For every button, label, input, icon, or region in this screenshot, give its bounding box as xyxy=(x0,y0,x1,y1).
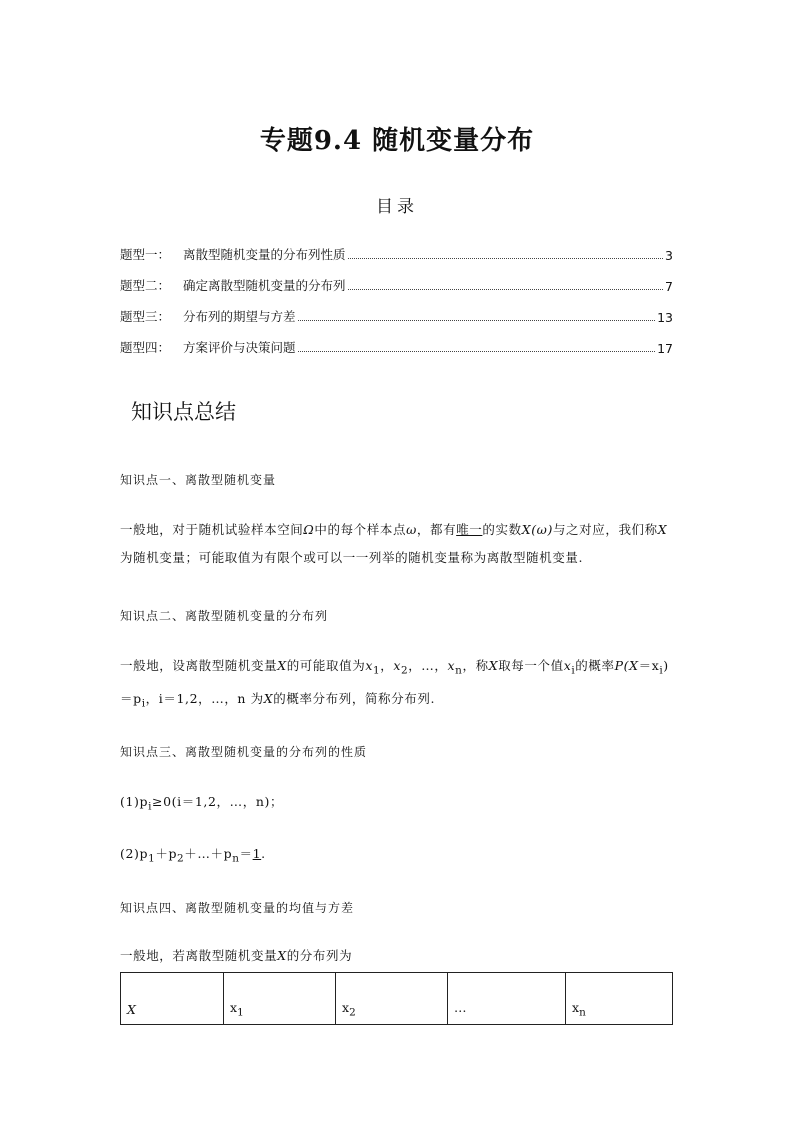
toc-item[interactable] xyxy=(120,294,673,325)
kp3-property-1: $(1)p_i\ge 0(i=1,2$，…，n)； xyxy=(120,794,284,813)
toc-item[interactable] xyxy=(120,325,673,356)
kp1-title: 知识点一、离散型随机变量 xyxy=(120,473,277,487)
toc-item-type: 题型四： xyxy=(120,340,171,355)
kp1-paragraph: 一般地，对于随机试验样本空间Ω中的每个样本点ω，都有唯一的实数X(ω)与之对应，我们称X为随机变量；可能取值为有限个或可以一一列举的随机变量称为离散型随机变量. xyxy=(120,522,668,565)
table-cell: … xyxy=(448,973,566,1025)
kp2-title: 知识点二、离散型随机变量的分布列 xyxy=(120,609,329,623)
toc-item-page: 3 xyxy=(665,248,673,263)
kp4-paragraph: 一般地，若离散型随机变量X的分布列为 xyxy=(120,948,353,963)
toc-item-text: 方案评价与决策问题 xyxy=(183,340,296,355)
toc-item[interactable] xyxy=(120,232,673,263)
page-title: 专题9.4 随机变量分布 xyxy=(259,126,535,156)
unique-underlined: 唯一 xyxy=(456,522,483,537)
toc-item-page: 17 xyxy=(657,341,673,356)
toc-heading: 目录 xyxy=(376,197,418,217)
toc-leader-dots xyxy=(298,351,656,352)
toc-item-page: 13 xyxy=(657,310,673,325)
toc-item-text: 分布列的期望与方差 xyxy=(183,309,296,324)
toc-item-text: 确定离散型随机变量的分布列 xyxy=(183,278,346,293)
toc-item[interactable] xyxy=(120,263,673,294)
kp3-property-2: $(2)p_1+p_2+\dots+p_n=1$. xyxy=(120,846,266,865)
toc-item-text: 离散型随机变量的分布列性质 xyxy=(183,247,346,262)
toc-item-type: 题型一： xyxy=(120,247,171,262)
toc-leader-dots xyxy=(348,289,664,290)
distribution-table xyxy=(120,972,673,1025)
table-cell: $x_1$ xyxy=(224,973,336,1025)
section-heading: 知识点总结 xyxy=(131,400,236,424)
kp2-paragraph: 一般地，设离散型随机变量X的可能取值为$x_1$，$x_2$，…，$x_n$，称X取每一个值$x_i$的概率$P(X=x_i)=p_i$，i＝1,2，…，n 为X的概率分布列，简称分布列. xyxy=(120,658,669,709)
toc-item-type: 题型二： xyxy=(120,278,171,293)
table-row xyxy=(121,973,673,1025)
table-of-contents xyxy=(120,232,673,356)
toc-leader-dots xyxy=(348,258,664,259)
toc-leader-dots xyxy=(298,320,656,321)
toc-item-page: 7 xyxy=(665,279,673,294)
table-cell: $x_n$ xyxy=(566,973,673,1025)
kp4-title: 知识点四、离散型随机变量的均值与方差 xyxy=(120,901,355,915)
table-cell: X xyxy=(121,973,224,1025)
table-cell: $x_2$ xyxy=(336,973,448,1025)
kp3-title: 知识点三、离散型随机变量的分布列的性质 xyxy=(120,745,368,759)
toc-item-type: 题型三： xyxy=(120,309,171,324)
